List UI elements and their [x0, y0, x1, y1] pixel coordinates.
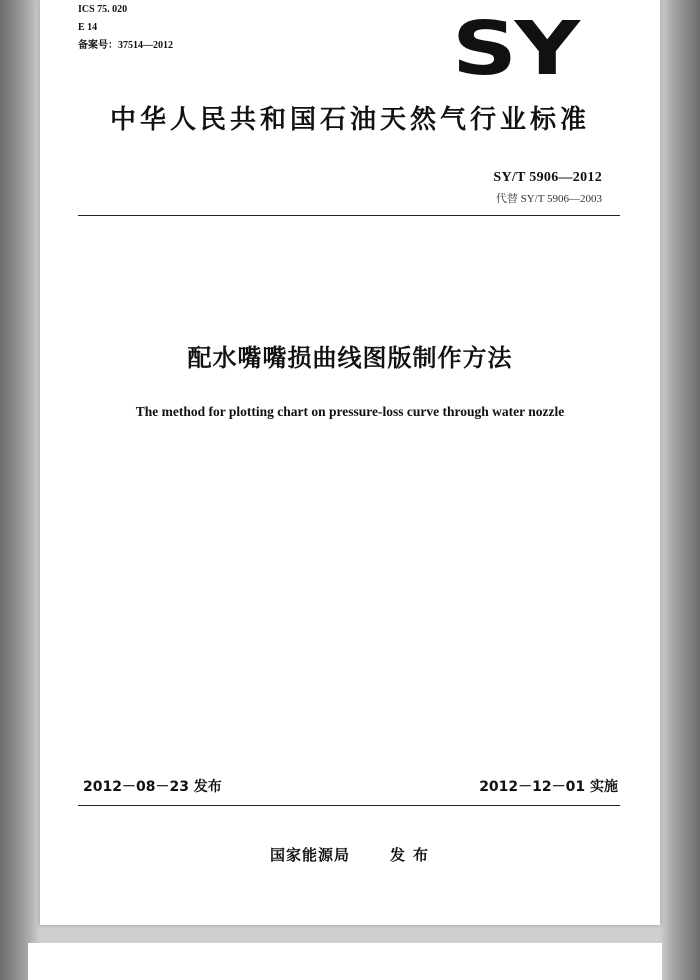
publish-label: 发布	[390, 846, 437, 864]
publisher-name: 国家能源局	[270, 846, 351, 864]
document-page	[40, 0, 660, 925]
industry-standard-title: 中华人民共和国石油天然气行业标准	[109, 105, 590, 135]
classification-code: E 14	[78, 22, 98, 33]
bottom-divider	[78, 805, 620, 806]
next-page-edge	[28, 943, 662, 980]
record-number: 备案号：37514—2012	[78, 40, 173, 51]
top-divider	[78, 215, 620, 216]
issue-date: 2012－08－23 发布	[83, 779, 222, 795]
document-title-english: The method for plotting chart on pressure-loss curve through water nozzle	[135, 404, 565, 419]
standard-code: SY/T 5906—2012	[493, 170, 602, 185]
implementation-date: 2012－12－01 实施	[479, 779, 618, 795]
ics-code: ICS 75. 020	[78, 4, 128, 15]
document-title-chinese: 配水嘴嘴损曲线图版制作方法	[187, 344, 513, 372]
sy-logo: SY	[452, 6, 578, 92]
replaces-standard: 代替 SY/T 5906—2003	[495, 193, 602, 205]
